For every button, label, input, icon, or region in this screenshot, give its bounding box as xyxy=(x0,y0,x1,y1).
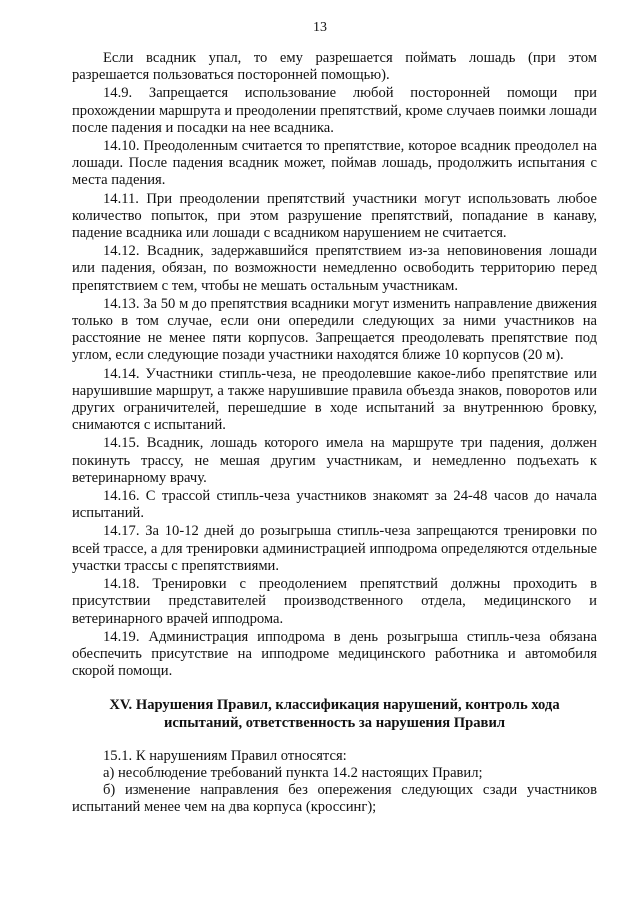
document-body xyxy=(72,50,597,817)
section-heading: XV. Нарушения Правил, классификация нарушений, контроль хода испытаний, ответственность за нарушения Правил xyxy=(109,697,560,731)
paragraph-14-17: 14.17. За 10-12 дней до розыгрыша стипль-чеза запрещаются тренировки по всей трассе, а для тренировки администрацией ипподрома определяются отдельные участки трассы с препятствиями. xyxy=(72,523,597,574)
paragraph-14-11: 14.11. При преодолении препятствий участники могут использовать любое количество попыток, при этом разрушение препятствий, попадание в канаву, падение всадника или лошади с всадником нарушением не считается. xyxy=(72,190,597,242)
paragraph: Если всадник упал, то ему разрешается поймать лошадь (при этом разрешается пользоваться посторонней помощью). xyxy=(72,50,597,84)
paragraph-14-19: 14.19. Администрация ипподрома в день розыгрыша стипль-чеза обязана обеспечить присутствие на ипподроме медицинского работника и автомобиля скорой помощи. xyxy=(72,628,597,680)
paragraph-14-14: 14.14. Участники стипль-чеза, не преодолевшие какое-либо препятствие или нарушившие маршрут, а также нарушившие правила объезда знаков, поворотов или других ограничителей, перешедшие в ходе испытаний за внутреннюю бровку, снимаются с испытаний. xyxy=(72,365,597,434)
list-item-a: а) несоблюдение требований пункта 14.2 настоящих Правил; xyxy=(103,764,483,781)
paragraph-14-10: 14.10. Преодоленным считается то препятствие, которое всадник преодолел на лошади. После падения всадник может, поймав лошадь, продолжить испытания с места падения. xyxy=(72,138,597,189)
paragraph-14-16: 14.16. С трассой стипль-чеза участников знакомят за 24-48 часов до начала испытаний. xyxy=(72,488,597,522)
page-number: 13 xyxy=(313,20,327,35)
list-item-b: б) изменение направления без опережения следующих сзади участников испытаний менее чем на два корпуса (кроссинг); xyxy=(72,782,597,816)
paragraph-14-15: 14.15. Всадник, лошадь которого имела на маршруте три падения, должен покинуть трассу, не мешая другим участникам, и немедленно подъехать к ветеринарному врачу. xyxy=(72,435,597,486)
paragraph-14-18: 14.18. Тренировки с преодолением препятствий должны проходить в присутствии представителей производственного отдела, медицинского и ветеринарного врачей ипподрома. xyxy=(72,576,597,627)
paragraph-14-13: 14.13. За 50 м до препятствия всадники могут изменить направление движения только в том случае, если они опередили следующих за ними участников на расстояние не менее пяти корпусов. Запрещается преодолевать препятствие под углом, если следующие позади участники находятся ближе 10 корпусов (20 м). xyxy=(72,295,597,364)
paragraph-15-1: 15.1. К нарушениям Правил относятся: xyxy=(103,747,347,764)
paragraph-14-12: 14.12. Всадник, задержавшийся препятствием из-за неповиновения лошади или падения, обязан, по возможности немедленно освободить территорию перед препятствием с тем, чтобы не мешать остальным участникам. xyxy=(72,243,597,294)
paragraph-14-9: 14.9. Запрещается использование любой посторонней помощи при прохождении маршрута и преодолении препятствий, кроме случаев поимки лошади после падения и посадки на нее всадника. xyxy=(72,85,597,136)
